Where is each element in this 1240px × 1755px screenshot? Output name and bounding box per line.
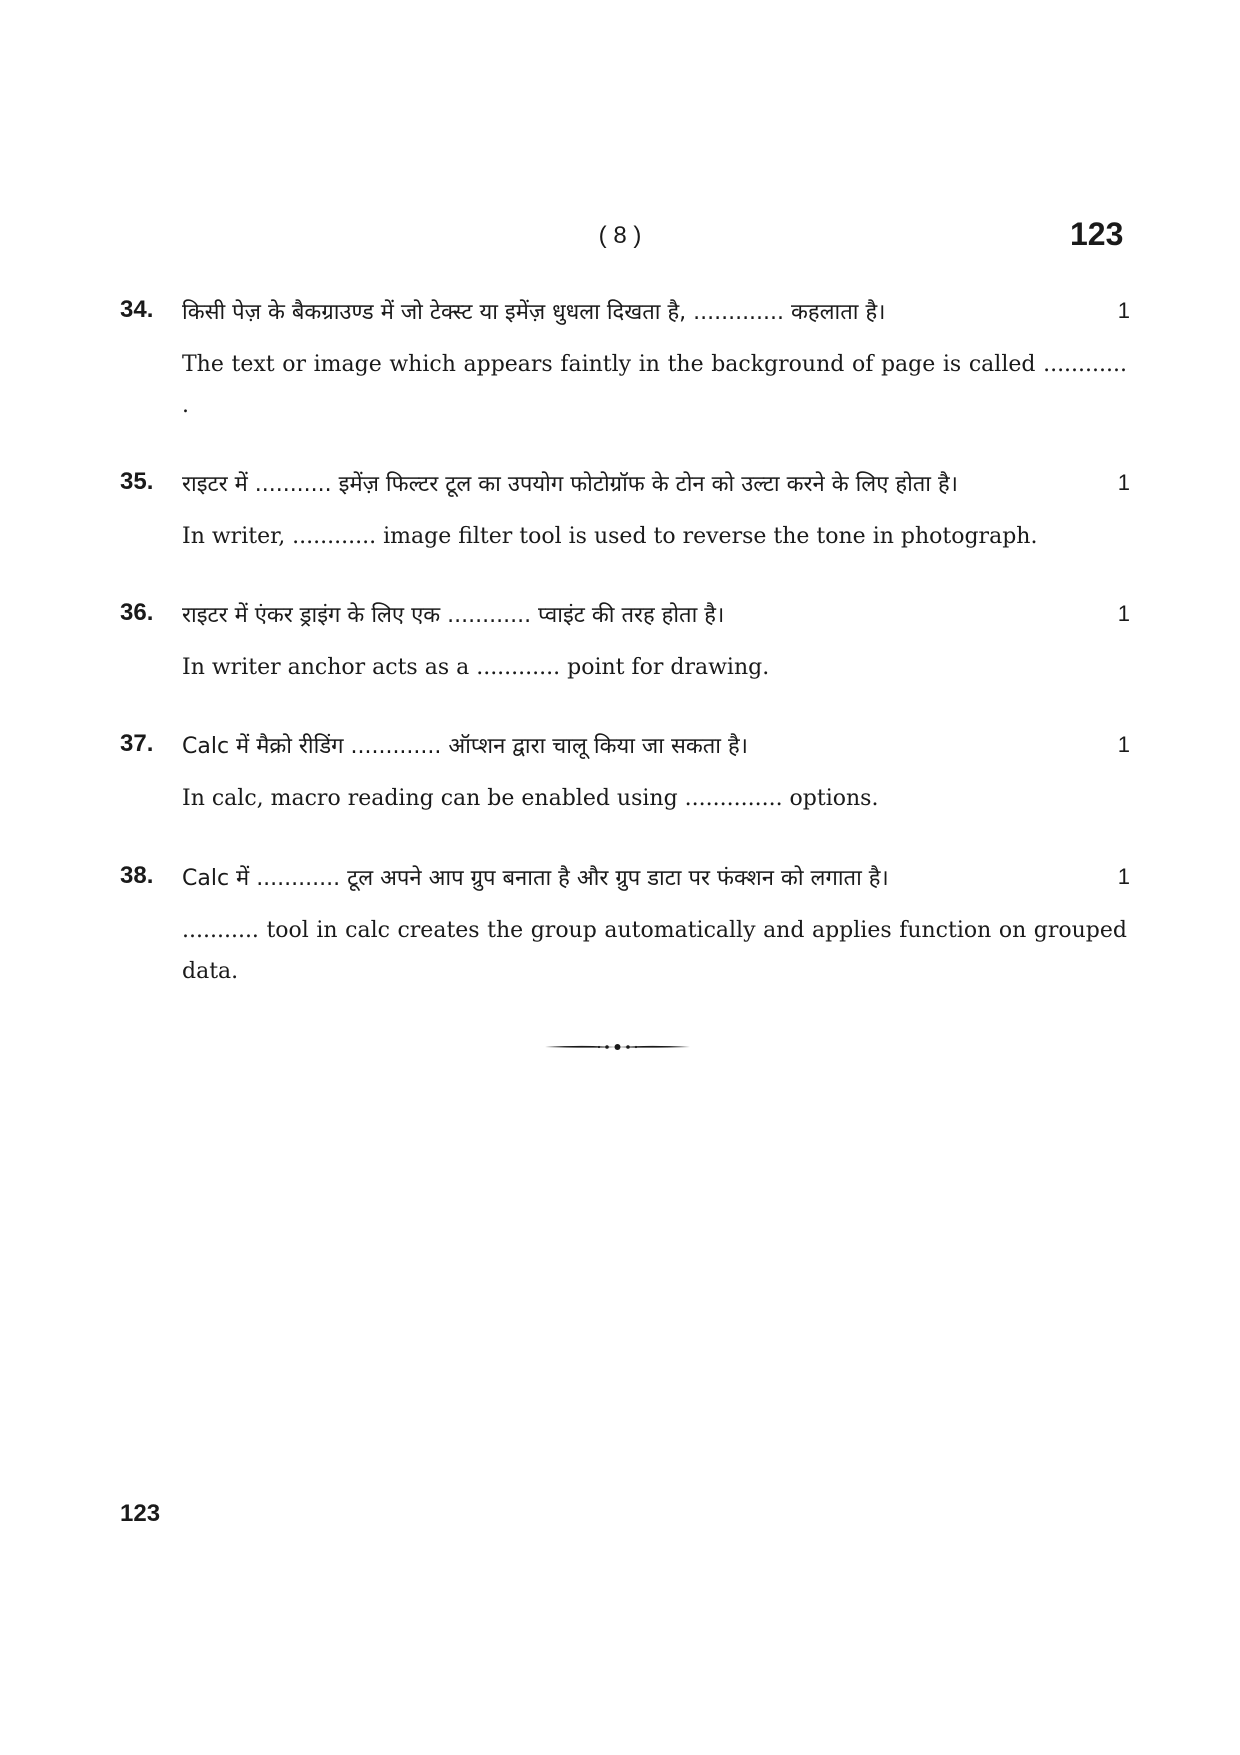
end-of-paper-ornament-icon bbox=[545, 1040, 690, 1054]
question-marks: 1 bbox=[1117, 732, 1130, 757]
question-text-english: In writer anchor acts as a ............ point for drawing. bbox=[182, 655, 770, 680]
question-number: 35. bbox=[120, 468, 154, 495]
question-text-english: In calc, macro reading can be enabled using .............. options. bbox=[182, 786, 879, 811]
question-text-hindi: Calc में मैक्रो रीडिंग ............. ऑप्शन द्वारा चालू किया जा सकता है। bbox=[182, 734, 748, 759]
page-number: ( 8 ) bbox=[598, 222, 642, 249]
question-marks: 1 bbox=[1117, 601, 1130, 626]
question-marks: 1 bbox=[1117, 864, 1130, 889]
question-number: 38. bbox=[120, 862, 154, 889]
paper-code-footer: 123 bbox=[120, 1500, 161, 1527]
question-number: 37. bbox=[120, 730, 154, 757]
question-text-hindi: Calc में ............ टूल अपने आप ग्रुप बनाता है और ग्रुप डाटा पर फंक्शन को लगाता है। bbox=[182, 866, 889, 891]
question-text-english: In writer, ............ image filter tool is used to reverse the tone in photograph. bbox=[182, 524, 1038, 549]
question-text-english: ........... tool in calc creates the group automatically and applies function on grouped data. bbox=[182, 918, 1127, 984]
question-number: 34. bbox=[120, 296, 154, 323]
question-marks: 1 bbox=[1117, 470, 1130, 495]
question-text-hindi: राइटर में एंकर ड्राइंग के लिए एक ............ प्वाइंट की तरह होता है। bbox=[182, 603, 725, 628]
question-marks: 1 bbox=[1117, 298, 1130, 323]
question-text-hindi: किसी पेज़ के बैकग्राउण्ड में जो टेक्स्ट या इमेंज़ धुधला दिखता है, ............. कहलाता है। bbox=[182, 300, 886, 325]
question-number: 36. bbox=[120, 599, 154, 626]
paper-code-header: 123 bbox=[1070, 216, 1124, 252]
question-text-hindi: राइटर में ........... इमेंज़ फिल्टर टूल का उपयोग फोटोग्रॉफ के टोन को उल्टा करने के लिए होता है। bbox=[182, 472, 959, 497]
question-text-english: The text or image which appears faintly in the background of page is called ............ . bbox=[182, 352, 1127, 418]
